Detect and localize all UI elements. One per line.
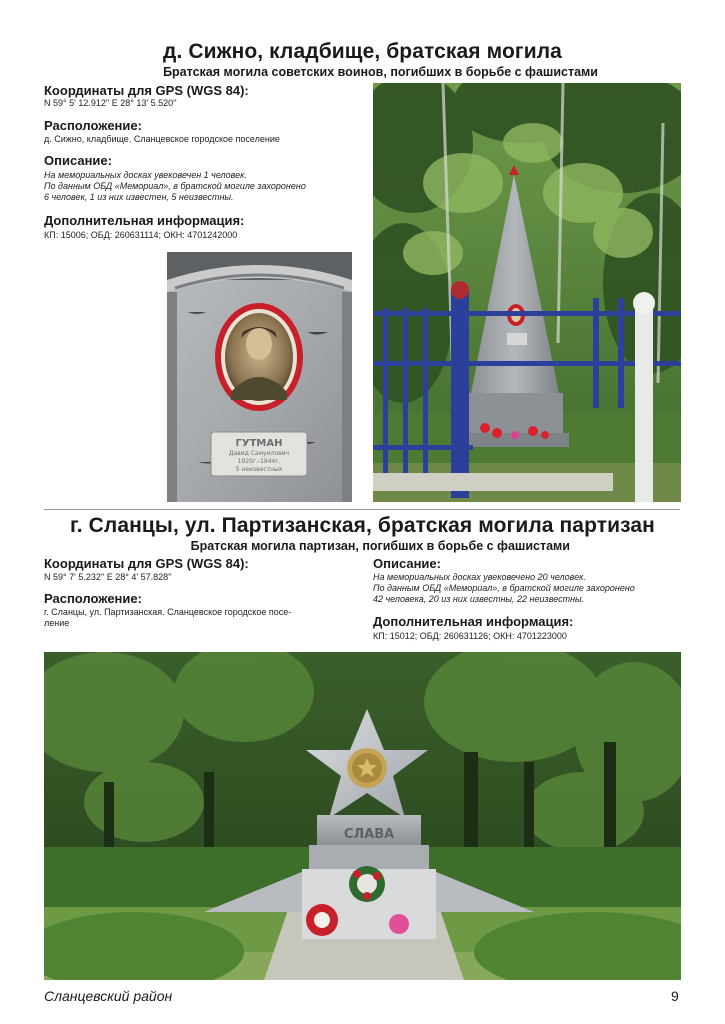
plaque-photo bbox=[167, 252, 352, 502]
section1-extra-value: КП: 15006; ОБД: 260631114; ОКН: 4701242000 bbox=[44, 230, 238, 240]
section2-title: г. Сланцы, ул. Партизанская, братская могила партизан bbox=[70, 514, 655, 537]
section2-extra-value: КП: 15012; ОБД: 260631126; ОКН: 4701223000 bbox=[373, 631, 567, 641]
description-line: 42 человека, 20 из них известны, 22 неизвестны. bbox=[373, 594, 585, 604]
section1-description bbox=[44, 170, 369, 203]
description-line: На мемориальных досках увековечено 20 человек. bbox=[373, 572, 586, 582]
section1-gps-label: Координаты для GPS (WGS 84): bbox=[44, 83, 249, 98]
page-number: 9 bbox=[671, 988, 679, 1004]
section1-location-label: Расположение: bbox=[44, 118, 142, 133]
footer-district: Сланцевский район bbox=[44, 988, 173, 1004]
obelisk-photo bbox=[373, 83, 681, 502]
description-line: На мемориальных досках увековечен 1 человек. bbox=[44, 170, 247, 180]
section1-gps-value: N 59° 5' 12.912'' E 28° 13' 5.520'' bbox=[44, 98, 177, 108]
section1-subtitle: Братская могила советских воинов, погибших в борьбе с фашистами bbox=[163, 65, 598, 79]
plaque-text-name: ГУТМАН bbox=[235, 438, 283, 449]
section2-location-value bbox=[44, 607, 354, 629]
section1-description-label: Описание: bbox=[44, 153, 112, 168]
plaque-text-line: 1920г.-1944г. bbox=[237, 458, 281, 465]
section1-location-value: д. Сижно, кладбище. Сланцевское городское поселение bbox=[44, 134, 280, 144]
plaque-text-line: Давид Самуилович bbox=[228, 450, 290, 457]
monument-inscription: СЛАВА bbox=[343, 827, 395, 842]
section2-gps-label: Координаты для GPS (WGS 84): bbox=[44, 556, 249, 571]
section2-gps-value: N 59° 7' 5.232'' E 28° 4' 57.828'' bbox=[44, 572, 172, 582]
description-line: По данным ОБД «Мемориал», в братской могиле захоронено bbox=[373, 583, 635, 593]
section-divider bbox=[44, 509, 680, 510]
section2-description bbox=[373, 572, 693, 605]
star-monument-photo bbox=[44, 652, 681, 980]
section2-location-label: Расположение: bbox=[44, 591, 142, 606]
plaque-text-line: 5 неизвестных bbox=[235, 466, 283, 473]
section2-description-label: Описание: bbox=[373, 556, 441, 571]
location-line: ление bbox=[44, 618, 70, 628]
section1-extra-label: Дополнительная информация: bbox=[44, 213, 245, 228]
section1-title: д. Сижно, кладбище, братская могила bbox=[163, 40, 562, 63]
location-line: г. Сланцы, ул. Партизанская. Сланцевское городское посе- bbox=[44, 607, 292, 617]
description-line: По данным ОБД «Мемориал», в братской могиле захоронено bbox=[44, 181, 306, 191]
section2-subtitle: Братская могила партизан, погибших в борьбе с фашистами bbox=[190, 539, 570, 553]
description-line: 6 человек, 1 из них известен, 5 неизвестны. bbox=[44, 192, 234, 202]
section2-extra-label: Дополнительная информация: bbox=[373, 614, 574, 629]
